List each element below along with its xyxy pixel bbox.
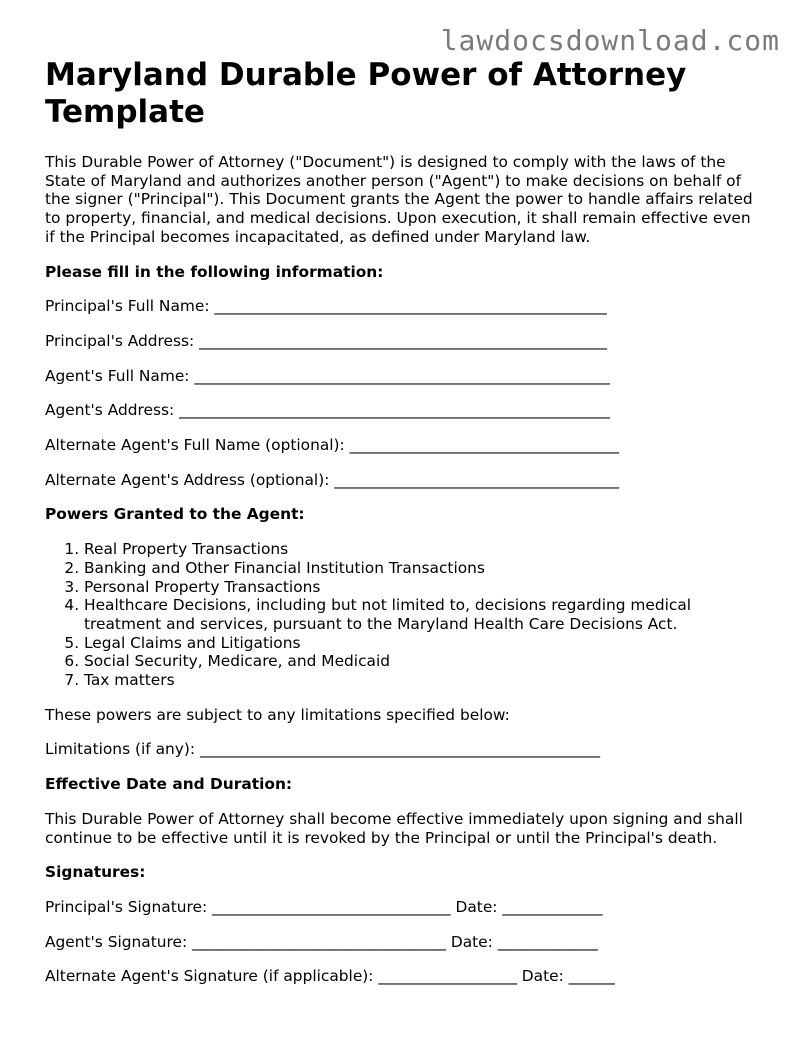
list-item: 6. Social Security, Medicare, and Medicaid: [84, 652, 765, 671]
powers-section-heading: Powers Granted to the Agent:: [45, 505, 305, 524]
powers-list: [45, 540, 765, 690]
limitations-note: These powers are subject to any limitations specified below:: [45, 705, 510, 724]
list-item: 1. Real Property Transactions: [84, 540, 765, 559]
info-section-heading: Please fill in the following information:: [45, 262, 384, 281]
list-item: 3. Personal Property Transactions: [84, 578, 765, 597]
watermark-text: lawdocsdownload.com: [440, 24, 780, 57]
effective-paragraph: This Durable Power of Attorney shall become effective immediately upon signing and shall continue to be effective until it is revoked by the Principal or until the Principal's death.: [45, 809, 743, 847]
document-title: Maryland Durable Power of Attorney Template: [45, 57, 687, 130]
alternate-agent-address-field[interactable]: Alternate Agent's Address (optional): _____________________________________: [45, 470, 620, 489]
intro-paragraph: This Durable Power of Attorney ("Document") is designed to comply with the laws of the State of Maryland and authorizes another person ("Agent") to make decisions on behalf of the signer ("Principal"). This Document grants the Agent the power to handle affairs related to property, financial, and medical decisions. Upon execution, it shall remain effective even if the Principal becomes incapacitated, as defined under Maryland law.: [45, 153, 753, 246]
signatures-section-heading: Signatures:: [45, 863, 146, 882]
agent-name-field[interactable]: Agent's Full Name: ______________________________________________________: [45, 366, 610, 385]
alternate-agent-signature-line[interactable]: Alternate Agent's Signature (if applicable): __________________ Date: ______: [45, 967, 615, 986]
agent-signature-line[interactable]: Agent's Signature: _________________________________ Date: _____________: [45, 932, 598, 951]
agent-address-field[interactable]: Agent's Address: ________________________________________________________: [45, 401, 611, 420]
list-item: 5. Legal Claims and Litigations: [84, 634, 765, 653]
list-item: 7. Tax matters: [84, 671, 765, 690]
principal-address-field[interactable]: Principal's Address: _____________________________________________________: [45, 331, 607, 350]
principal-name-field[interactable]: Principal's Full Name: ___________________________________________________: [45, 297, 607, 316]
document-page: [45, 57, 765, 986]
limitations-field[interactable]: Limitations (if any): ____________________________________________________: [45, 740, 601, 759]
list-item: 2. Banking and Other Financial Institution Transactions: [84, 559, 765, 578]
effective-section-heading: Effective Date and Duration:: [45, 775, 293, 794]
alternate-agent-name-field[interactable]: Alternate Agent's Full Name (optional): ___________________________________: [45, 436, 619, 455]
list-item: 4. Healthcare Decisions, including but not limited to, decisions regarding medical treatment and services, pursuant to the Maryland Health Care Decisions Act.: [84, 596, 765, 633]
principal-signature-line[interactable]: Principal's Signature: _______________________________ Date: _____________: [45, 897, 603, 916]
